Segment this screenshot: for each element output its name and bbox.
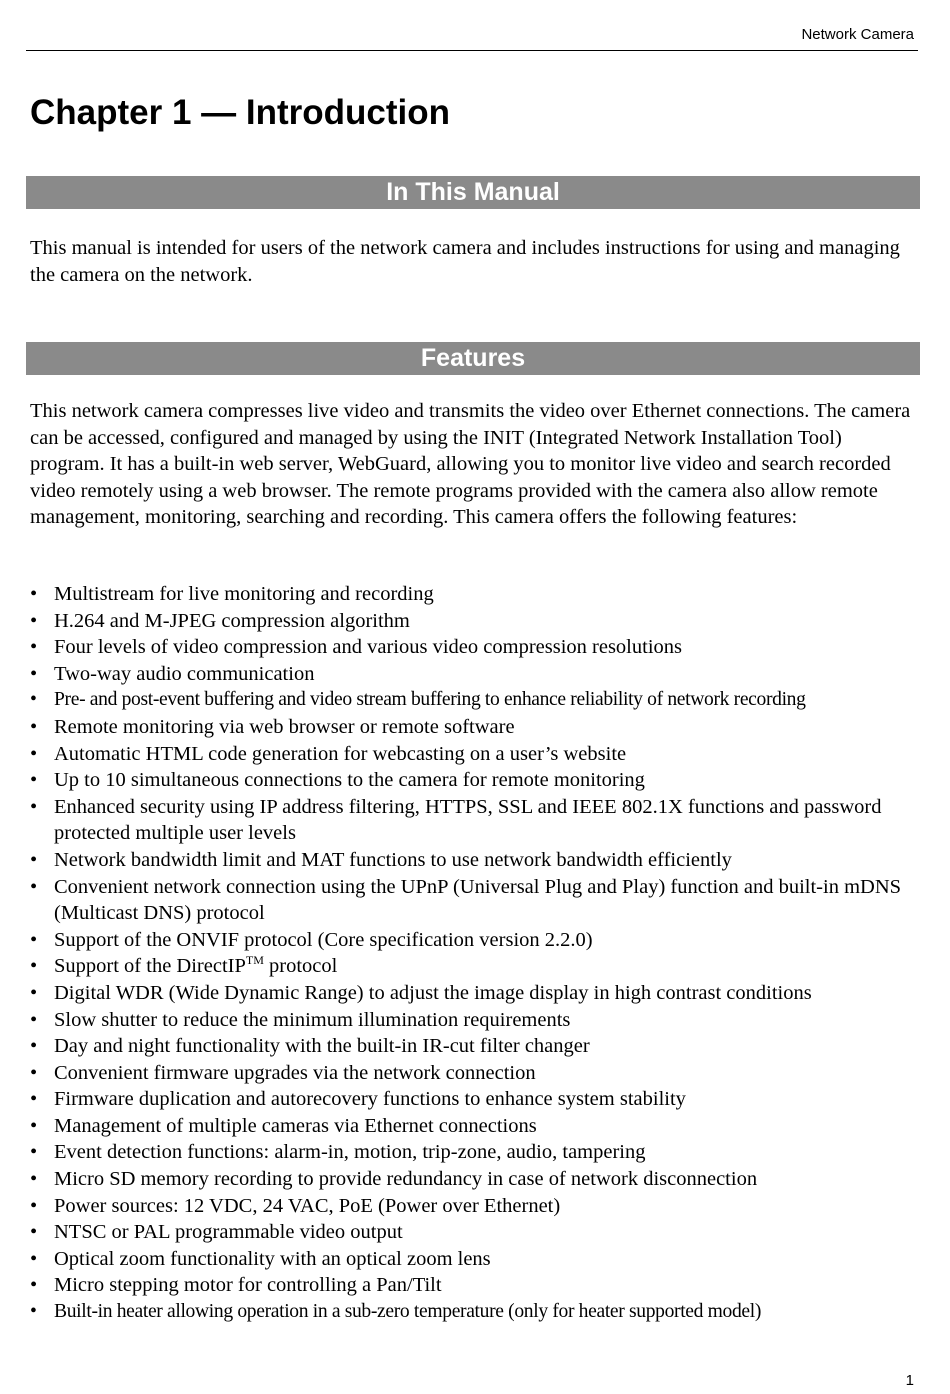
list-item xyxy=(30,1299,925,1326)
bullet-icon: • xyxy=(30,955,38,978)
bullet-icon: • xyxy=(30,1168,38,1191)
bullet-icon: • xyxy=(30,928,38,951)
list-item xyxy=(30,1060,925,1087)
list-item-text: Four levels of video compression and various video compression resolutions xyxy=(54,636,682,659)
features-list xyxy=(30,581,925,1326)
bullet-icon: • xyxy=(30,609,38,632)
list-item-text: NTSC or PAL programmable video output xyxy=(54,1221,403,1244)
bullet-icon: • xyxy=(30,1247,38,1270)
list-item-text: Pre- and post-event buffering and video stream buffering to enhance reliability of network recording xyxy=(54,689,806,711)
bullet-icon: • xyxy=(30,662,38,685)
bullet-icon: • xyxy=(30,1274,38,1297)
page-number: 1 xyxy=(905,1372,914,1389)
list-item xyxy=(30,794,925,847)
list-item xyxy=(30,1033,925,1060)
list-item-text: Firmware duplication and autorecovery functions to enhance system stability xyxy=(54,1088,686,1111)
trademark-superscript: TM xyxy=(245,953,264,968)
list-item-text: Day and night functionality with the built-in IR-cut filter changer xyxy=(54,1035,590,1058)
list-item xyxy=(30,1272,925,1299)
list-item-text: Power sources: 12 VDC, 24 VAC, PoE (Power over Ethernet) xyxy=(54,1194,561,1217)
bullet-icon: • xyxy=(30,769,38,792)
section-heading-features: Features xyxy=(26,342,920,375)
bullet-icon: • xyxy=(30,1301,37,1323)
list-item xyxy=(30,980,925,1007)
list-item xyxy=(30,767,925,794)
list-item-text: Up to 10 simultaneous connections to the camera for remote monitoring xyxy=(54,769,645,792)
bullet-icon: • xyxy=(30,981,38,1004)
bullet-icon: • xyxy=(30,848,38,871)
list-item xyxy=(30,927,925,954)
bullet-icon: • xyxy=(30,1008,38,1031)
list-item-text: Digital WDR (Wide Dynamic Range) to adjust the image display in high contrast conditions xyxy=(54,981,812,1004)
list-item-text: Micro SD memory recording to provide redundancy in case of network disconnection xyxy=(54,1168,758,1191)
bullet-icon: • xyxy=(30,583,38,605)
list-item xyxy=(30,1007,925,1034)
section-heading-in-this-manual: In This Manual xyxy=(26,176,920,209)
features-intro-paragraph: This network camera compresses live video and transmits the video over Ethernet connections. The camera can be accessed, configured and managed by using the INIT (Integrated Network Installation Tool) program. It has a built-in web server, WebGuard, allowing you to monitor live video and search recorded video remotely using a web browser. The remote programs provided with the camera also allow remote management, monitoring, searching and recording. This camera offers the following features: xyxy=(30,400,911,529)
list-item-text: H.264 and M-JPEG compression algorithm xyxy=(54,609,410,632)
bullet-icon: • xyxy=(30,715,38,738)
list-item xyxy=(30,741,925,768)
list-item-text: Convenient network connection using the UPnP (Universal Plug and Play) function and built-in mDNS (Multicast DNS) protocol xyxy=(54,875,902,925)
list-item-text: Enhanced security using IP address filtering, HTTPS, SSL and IEEE 802.1X functions and password protected multiple user levels xyxy=(54,795,882,845)
bullet-icon: • xyxy=(30,1141,38,1164)
list-item xyxy=(30,1086,925,1113)
list-item-text: Automatic HTML code generation for webcasting on a user’s website xyxy=(54,742,627,765)
list-item xyxy=(30,1246,925,1273)
list-item-text: Two-way audio communication xyxy=(54,662,315,685)
bullet-icon: • xyxy=(30,875,38,898)
list-item xyxy=(30,661,925,688)
list-item xyxy=(30,847,925,874)
list-item xyxy=(30,1166,925,1193)
bullet-icon: • xyxy=(30,1061,38,1084)
chapter-title: Chapter 1 — Introduction xyxy=(30,93,450,132)
bullet-icon: • xyxy=(30,689,37,711)
bullet-icon: • xyxy=(30,742,38,765)
list-item-text-suffix: protocol xyxy=(263,955,338,978)
running-header: Network Camera xyxy=(801,26,914,43)
bullet-icon: • xyxy=(30,1194,38,1217)
bullet-icon: • xyxy=(30,1114,38,1137)
list-item xyxy=(30,874,925,927)
list-item xyxy=(30,1219,925,1246)
list-item-text: Slow shutter to reduce the minimum illumination requirements xyxy=(54,1008,571,1031)
list-item xyxy=(30,581,925,608)
bullet-icon: • xyxy=(30,1035,38,1058)
list-item xyxy=(30,1193,925,1220)
list-item-text: Event detection functions: alarm-in, motion, trip-zone, audio, tampering xyxy=(54,1141,646,1164)
list-item-text: Multistream for live monitoring and recording xyxy=(54,583,434,605)
list-item-text: Support of the ONVIF protocol (Core specification version 2.2.0) xyxy=(54,928,593,951)
in-this-manual-paragraph: This manual is intended for users of the network camera and includes instructions for using and managing the camera on the network. xyxy=(30,237,900,286)
list-item xyxy=(30,687,925,714)
bullet-icon: • xyxy=(30,636,38,659)
list-item-text: Network bandwidth limit and MAT functions to use network bandwidth efficiently xyxy=(54,848,732,871)
list-item xyxy=(30,608,925,635)
list-item xyxy=(30,634,925,661)
list-item-text: Management of multiple cameras via Ethernet connections xyxy=(54,1114,537,1137)
list-item-text: Optical zoom functionality with an optical zoom lens xyxy=(54,1247,491,1270)
list-item-text: Convenient firmware upgrades via the network connection xyxy=(54,1061,536,1084)
list-item xyxy=(30,953,925,980)
list-item xyxy=(30,1113,925,1140)
bullet-icon: • xyxy=(30,795,38,818)
bullet-icon: • xyxy=(30,1221,38,1244)
list-item xyxy=(30,714,925,741)
list-item-text: Micro stepping motor for controlling a Pan/Tilt xyxy=(54,1274,442,1297)
list-item-text: Remote monitoring via web browser or remote software xyxy=(54,715,515,738)
header-rule xyxy=(26,50,918,51)
list-item xyxy=(30,1139,925,1166)
list-item-text: Built-in heater allowing operation in a sub-zero temperature (only for heater supported model) xyxy=(54,1301,762,1323)
bullet-icon: • xyxy=(30,1088,38,1111)
list-item-text: Support of the DirectIP xyxy=(54,955,246,978)
